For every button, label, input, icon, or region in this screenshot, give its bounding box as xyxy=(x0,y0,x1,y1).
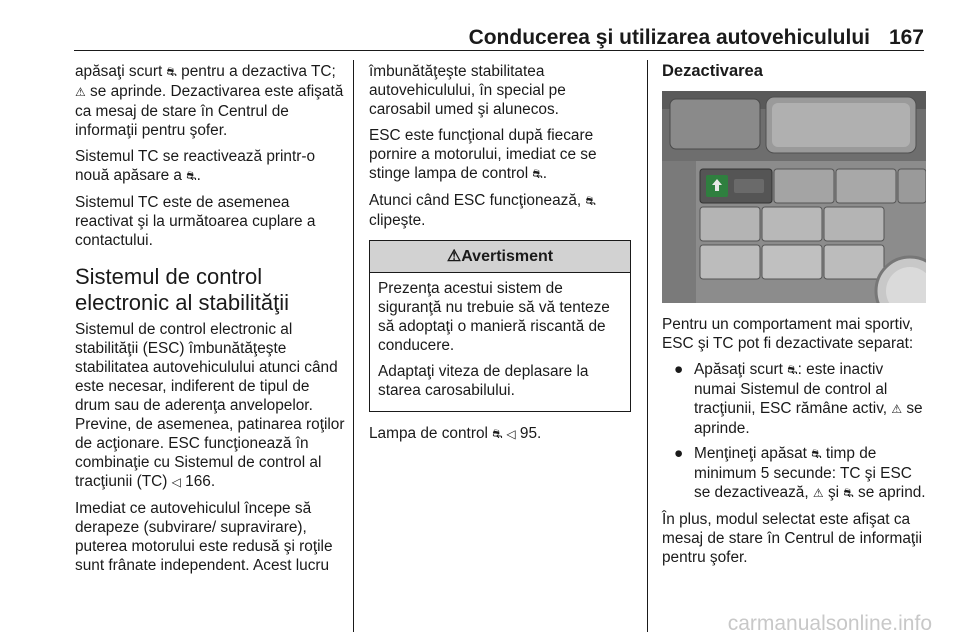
watermark: carmanualsonline.info xyxy=(727,612,932,635)
text: Menţineţi apăsat xyxy=(694,445,812,462)
text: se aprind. xyxy=(853,484,926,501)
text: . xyxy=(542,165,548,182)
page-header xyxy=(0,0,960,50)
text: . xyxy=(196,167,201,184)
warning-paragraph: Prezenţa acestui sistem de siguranţă nu trebuie să vă tenteze să adoptaţi o manieră riscantă de conducere. xyxy=(378,280,610,354)
paragraph: În plus, modul selectat este afişat ca mesaj de stare în Centrul de informaţii pentru şofer. xyxy=(662,511,923,566)
traction-control-icon: ⛐ xyxy=(532,167,543,181)
traction-off-icon: ⚠ xyxy=(891,402,903,416)
traction-off-icon: ⚠ xyxy=(75,85,86,99)
page-reference-icon: ◁ xyxy=(171,475,181,489)
text: Apăsaţi scurt xyxy=(694,361,788,378)
text: Lampa de control xyxy=(369,425,493,442)
traction-control-icon: ⛐ xyxy=(166,65,177,79)
traction-control-icon: ⛐ xyxy=(585,194,596,208)
warning-box xyxy=(369,240,631,412)
paragraph: Pentru un comportament mai sportiv, ESC şi TC pot fi dezactivate separat: xyxy=(662,316,914,352)
text: timp de minimum 5 secunde: TC şi ESC se dezactivează, xyxy=(694,445,912,501)
text: ESC este funcţional după fiecare pornire a motorului, imediat ce se stinge lampa de control xyxy=(369,127,597,182)
paragraph xyxy=(75,320,345,492)
paragraph: Imediat ce autovehiculul începe să derapeze (subvirare/ supravirare), puterea motorului este redusă şi roţile sunt frânate independent. Acest lucru xyxy=(75,500,333,574)
paragraph xyxy=(75,62,345,140)
dashboard-button-photo xyxy=(662,91,926,303)
warning-body xyxy=(370,273,630,411)
traction-control-icon: ⛐ xyxy=(186,169,197,183)
text: apăsaţi scurt xyxy=(75,63,167,80)
warning-title-text: Avertisment xyxy=(461,248,554,265)
column-2 xyxy=(369,62,631,451)
text: şi xyxy=(823,484,844,501)
warning-paragraph: Adaptaţi viteza de deplasare la starea carosabilului. xyxy=(378,363,589,399)
traction-control-icon: ⛐ xyxy=(787,363,798,377)
text: Atunci când ESC funcţionează, xyxy=(369,192,586,209)
text: pentru a dezactiva TC; xyxy=(176,63,336,80)
paragraph xyxy=(369,424,631,444)
paragraph: îmbunătăţeşte stabilitatea autovehiculului, în special pe carosabil umed şi alunecos. xyxy=(369,63,566,118)
text: : este inactiv numai Sistemul de control al tracţiunii, ESC rămâne activ, xyxy=(694,361,892,417)
paragraph xyxy=(369,191,631,230)
text: 95. xyxy=(515,425,542,442)
column-divider-2 xyxy=(647,60,648,632)
page-reference-icon: ◁ xyxy=(502,427,516,441)
list-item xyxy=(662,360,926,438)
column-divider-1 xyxy=(353,60,354,632)
text: se aprinde. Dezactivarea este afişată ca mesaj de stare în Centrul de informaţii pentru şofer. xyxy=(75,83,344,139)
text: Sistemul TC se reactivează printr-o nouă apăsare a xyxy=(75,148,316,184)
esc-off-icon: ⛐ xyxy=(843,486,854,500)
traction-control-icon: ⛐ xyxy=(492,427,503,441)
page-number: 167 xyxy=(888,26,924,49)
bullet-icon: ● xyxy=(674,445,684,462)
text: Sistemul de control electronic al stabilităţii (ESC) îmbunătăţeşte stabilitatea autovehiculului atunci când este necesar, indiferent de tipul de drum sau de aderenţa anvelopelor. Previne, de asemenea, patinarea roţilor de acţionare. ESC funcţionează în combinaţie cu Sistemul de control al tracţiunii (TC) xyxy=(75,321,345,490)
subsection-heading: Dezactivarea xyxy=(662,62,763,80)
traction-off-icon: ⚠ xyxy=(812,486,824,500)
traction-control-icon: ⛐ xyxy=(811,447,822,461)
warning-title xyxy=(370,241,630,273)
text: se aprinde. xyxy=(694,400,923,437)
paragraph xyxy=(75,147,345,186)
bullet-icon: ● xyxy=(674,361,684,378)
header-divider xyxy=(74,50,924,51)
section-heading: Sistemul de control electronic al stabilităţii xyxy=(75,264,289,315)
text: clipeşte. xyxy=(369,212,426,229)
running-header-title: Conducerea şi utilizarea autovehiculului xyxy=(468,26,870,49)
list-item xyxy=(662,444,926,503)
paragraph xyxy=(369,126,631,184)
column-3 xyxy=(662,62,926,574)
column-1 xyxy=(75,62,345,582)
warning-icon: ⚠ xyxy=(446,248,462,265)
text: 166. xyxy=(180,473,216,490)
bullet-list xyxy=(662,360,926,503)
dashboard-photo-illustration xyxy=(662,91,926,303)
paragraph: Sistemul TC este de asemenea reactivat şi la următoarea cuplare a contactului. xyxy=(75,194,316,249)
